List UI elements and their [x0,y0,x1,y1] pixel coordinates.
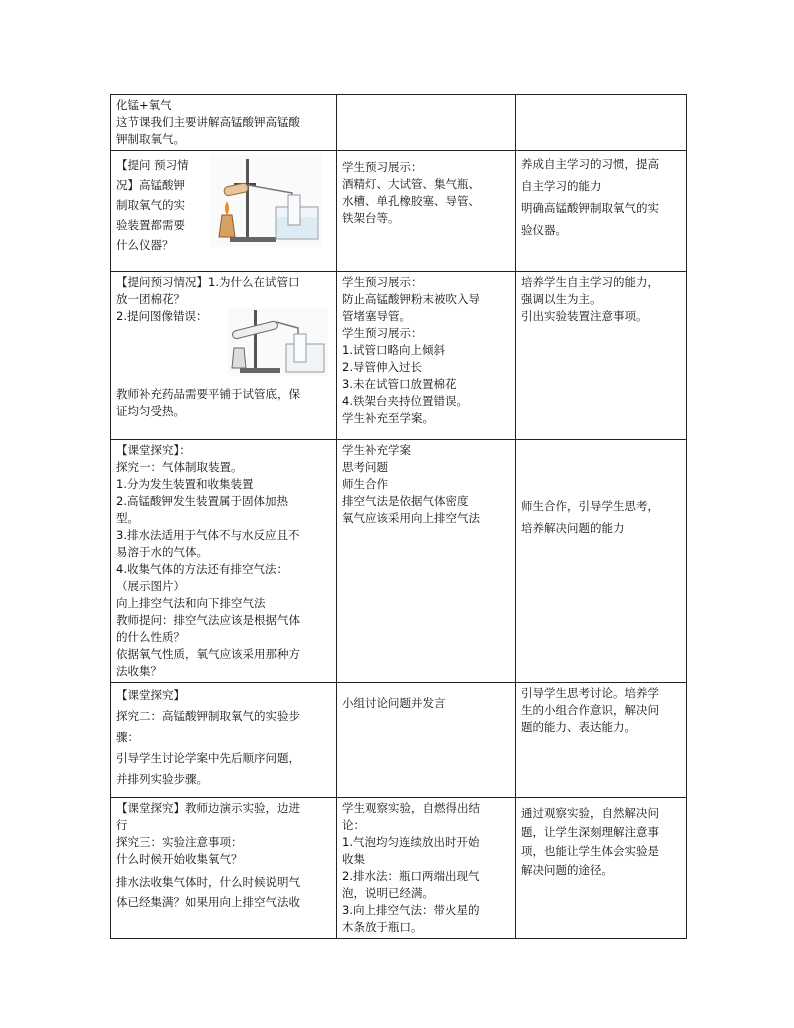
cell-line: 制取氧气的实 [116,198,185,212]
cell-line: 行 [116,818,128,832]
cell-line: 探究三：实验注意事项： [116,835,243,849]
cell-line: 生的小组合作意识，解决问 [521,703,659,717]
cell-line: 学生预习展示： [342,160,423,174]
cell-line: 放一团棉花？ [116,292,185,306]
student-activity-cell [337,683,516,798]
cell-line: 【课堂探究】： [116,443,191,457]
cell-line: 自主学习的能力 [521,179,602,193]
cell-line: 明确高锰酸钾制取氧气的实 [521,201,659,215]
cell-line: 防止高锰酸钾粉末被吹入导 [342,292,480,306]
cell-line: 体已经集满？如果用向上排空气法收 [116,895,300,909]
cell-line: 【课堂探究】教师边演示实验，边进 [116,801,300,815]
table-row [111,440,687,683]
cell-line: 2.导管伸入过长 [342,360,422,374]
cell-line: 学生补充至学案。 [342,411,434,425]
table-row [111,151,687,272]
cell-line: 易溶于水的气体。 [116,545,208,559]
cell-line: 型。 [116,511,139,525]
lesson-plan-table [110,94,687,939]
cell-line: 管堵塞导管。 [342,309,411,323]
cell-line: 1.试管口略向上倾斜 [342,343,445,357]
cell-line: 木条放于瓶口。 [342,920,423,934]
cell-line: 通过观察实验，自然解决问 [521,806,659,820]
cell-line: 向上排空气法和向下排空气法 [116,596,266,610]
design-intent-cell [516,151,687,272]
table-row [111,95,687,151]
cell-line: 3.未在试管口放置棉花 [342,377,457,391]
student-activity-cell [337,798,516,939]
cell-line: 探究二：高锰酸钾制取氧气的实验步 [116,709,300,723]
cell-line: 学生观察实验，自燃得出结 [342,801,480,815]
cell-line: 1.分为发生装置和收集装置 [116,477,254,491]
teacher-activity-cell [111,272,337,440]
cell-line: 探究一：气体制取装置。 [116,460,243,474]
design-intent-cell [516,272,687,440]
cell-line: 论： [342,818,365,832]
cell-line: 收集 [342,852,365,866]
cell-line: 酒精灯、大试管、集气瓶、 [342,177,480,191]
cell-line: 铁架台等。 [342,211,400,225]
cell-line: 培养解决问题的能力 [521,521,625,535]
cell-line: 学生预习展示： [342,275,423,289]
cell-line: 氧气应该采用向上排空气法 [342,511,480,525]
cell-line: 师生合作，引导学生思考， [521,499,659,513]
table-row [111,683,687,798]
cell-line: 解决问题的途径。 [521,863,613,877]
cell-line: 引导学生讨论学案中先后顺序问题， [116,751,300,765]
cell-line: 泡，说明已经满。 [342,886,434,900]
cell-line: 验装置都需要 [116,218,185,232]
cell-line: 教师补充药品需要平铺于试管底，保 [116,387,300,401]
cell-line: 钾制取氧气。 [116,132,185,146]
cell-line: 【提问预习情况】1.为什么在试管口 [116,275,300,289]
design-intent-cell [516,95,687,151]
cell-line: 3.排水法适用于气体不与水反应且不 [116,528,300,542]
teacher-activity-cell [111,798,337,939]
cell-line: 什么时候开始收集氧气？ [116,852,243,866]
cell-line: 依据氧气性质，氧气应该采用那种方 [116,647,300,661]
cell-line: 2.提问图像错误： [116,309,208,323]
cell-line: 并排列实验步骤。 [116,772,208,786]
cell-line: （展示图片） [116,579,185,593]
cell-line: 证均匀受热。 [116,404,185,418]
cell-line: 2.排水法：瓶口两端出现气 [342,869,480,883]
teacher-activity-cell [111,683,337,798]
teacher-activity-cell [111,151,337,272]
design-intent-cell [516,440,687,683]
cell-line: 强调以生为主。 [521,292,602,306]
cell-line: 排水法收集气体时，什么时候说明气 [116,875,300,889]
cell-line: 思考问题 [342,460,388,474]
cell-line: 4.铁架台夹持位置错误。 [342,394,468,408]
cell-line: 题的能力、表达能力。 [521,720,636,734]
table-row [111,272,687,440]
cell-line: 养成自主学习的习惯，提高 [521,157,659,171]
cell-line: 学生补充学案 [342,443,411,457]
cell-line: 水槽、单孔橡胶塞、导管、 [342,194,480,208]
cell-line: 况】高锰酸钾 [116,178,185,192]
teacher-activity-cell [111,95,337,151]
teacher-activity-cell [111,440,337,683]
cell-line: 培养学生自主学习的能力， [521,275,659,289]
cell-line: 【课堂探究】 [116,688,185,702]
cell-line: 什么仪器？ [116,238,174,252]
student-activity-cell [337,95,516,151]
student-activity-cell [337,272,516,440]
cell-line: 题，让学生深刻理解注意事 [521,825,659,839]
cell-line: 小组讨论问题并发言 [342,696,446,710]
cell-line: 3.向上排空气法：带火星的 [342,903,480,917]
cell-line: 验仪器。 [521,223,567,237]
cell-line: 1.气泡均匀连续放出时开始 [342,835,480,849]
cell-line: 法收集？ [116,664,162,678]
cell-line: 师生合作 [342,477,388,491]
cell-line: 这节课我们主要讲解高锰酸钾高锰酸 [116,115,300,129]
apparatus-error-image [228,308,328,376]
design-intent-cell [516,798,687,939]
cell-line: 排空气法是依据气体密度 [342,494,469,508]
apparatus-image [210,155,322,255]
table-row [111,798,687,939]
cell-line: 【提问 预习情 [116,158,189,172]
design-intent-cell [516,683,687,798]
cell-line: 2.高锰酸钾发生装置属于固体加热 [116,494,288,508]
cell-line: 学生预习展示： [342,326,423,340]
cell-line: 化锰+氧气 [116,98,172,112]
cell-line: 引出实验装置注意事项。 [521,309,648,323]
cell-line: 4.收集气体的方法还有排空气法： [116,562,288,576]
student-activity-cell [337,151,516,272]
cell-line: 骤： [116,730,139,744]
cell-line: 项，也能让学生体会实验是 [521,844,659,858]
student-activity-cell [337,440,516,683]
cell-line: 引导学生思考讨论。培养学 [521,686,659,700]
cell-line: 教师提问：排空气法应该是根据气体 [116,613,300,627]
cell-line: 的什么性质？ [116,630,185,644]
